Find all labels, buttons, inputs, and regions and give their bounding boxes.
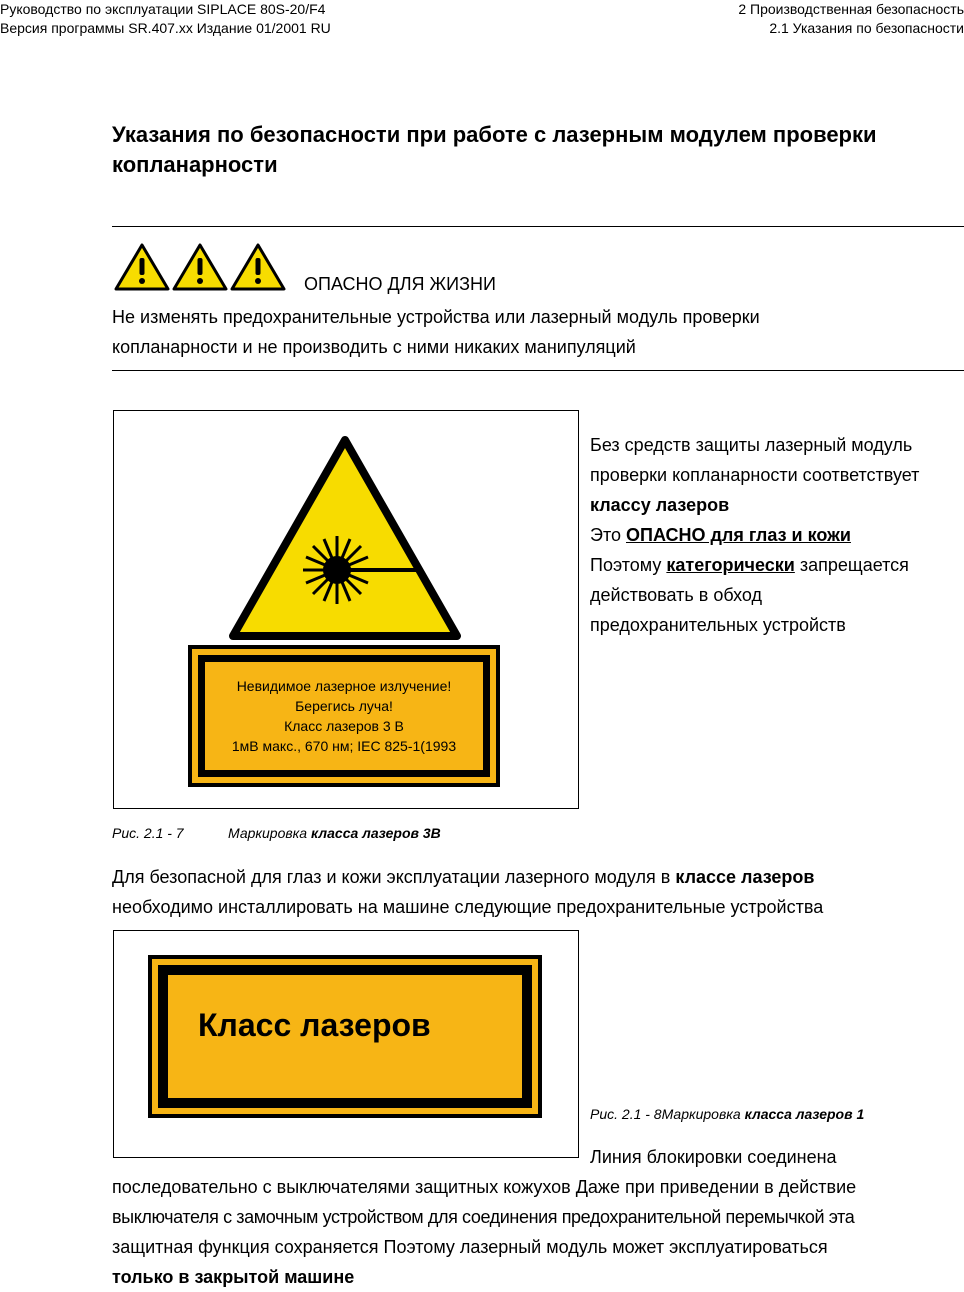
caption-bold: класса лазеров 1 [744, 1106, 865, 1122]
label-line: 1мВ макс., 670 нм; IEC 825-1(1993 [231, 738, 457, 754]
header-right-line2: 2.1 Указания по безопасности [769, 20, 964, 36]
paragraph-text: Для безопасной для глаз и кожи эксплуатации лазерного модуля в [112, 867, 676, 887]
danger-text [112, 302, 962, 362]
danger-text-line2: копланарности и не производить с ними никаких манипуляций [112, 337, 636, 357]
caption-bold: класса лазеров 3В [310, 825, 441, 841]
side-text-line: действовать в обход [590, 585, 762, 605]
danger-label: ОПАСНО ДЛЯ ЖИЗНИ [304, 274, 496, 294]
side-text-suffix: запрещается [794, 555, 909, 575]
paragraph2-line1: Линия блокировки соединена [590, 1147, 837, 1167]
page-title: Указания по безопасности при работе с лазерным модулем проверки копланарности [112, 122, 877, 177]
paragraph2 [112, 1172, 964, 1292]
danger-text-line1: Не изменять предохранительные устройства или лазерный модуль проверки [112, 307, 760, 327]
laser-class-label-text: Класс лазеров [198, 1007, 431, 1043]
warning-triangle-icon [230, 242, 286, 292]
caption-number: Рис. 2.1 - 8 [590, 1106, 662, 1122]
side-text-prefix: Поэтому [590, 555, 667, 575]
paragraph-bold: классе лазеров [675, 867, 815, 887]
side-text-line: предохранительных устройств [590, 615, 846, 635]
divider-bottom [112, 370, 964, 371]
warning-triangle-icon [172, 242, 228, 292]
figure1-side-text [590, 430, 962, 640]
caption-text: Маркировка [228, 825, 311, 841]
paragraph-text: последовательно с выключателями защитных кожухов Даже при приведении в действие [112, 1177, 857, 1197]
label-line: Невидимое лазерное излучение! [236, 678, 452, 694]
header-right-line1: 2 Производственная безопасность [738, 1, 964, 17]
caption-text: Маркировка [661, 1106, 745, 1122]
paragraph-text: защитная функция сохраняется Поэтому лазерный модуль может эксплуатироваться [112, 1237, 828, 1257]
label-line: Класс лазеров 3 В [284, 718, 404, 734]
side-text-emphasis: категорически [666, 555, 795, 575]
divider-top [112, 226, 964, 227]
figure2-caption [590, 1106, 864, 1122]
header-left-line2: Версия программы SR.407.xx Издание 01/2001 RU [0, 20, 331, 36]
paragraph-text: выключателя с замочным устройством для соединения предохранительной перемычкой эта [112, 1207, 855, 1227]
laser-warning-sign-icon [225, 432, 465, 644]
label-line: Берегись луча! [295, 698, 393, 714]
figure1-caption [228, 825, 441, 841]
header-left-line1: Руководство по эксплуатации SIPLACE 80S-20/F4 [0, 1, 326, 17]
side-text-prefix: Это [590, 525, 626, 545]
laser-label-3b [188, 645, 500, 787]
paragraph-text: необходимо инсталлировать на машине следующие предохранительные устройства [112, 897, 824, 917]
paragraph-bold: только в закрытой машине [112, 1267, 355, 1287]
warning-triangle-icon [114, 242, 170, 292]
side-text-line: проверки копланарности соответствует [590, 465, 920, 485]
side-text-bold: классу лазеров [590, 495, 730, 515]
laser-label-class1 [148, 955, 542, 1118]
paragraph1 [112, 862, 962, 922]
figure1-caption-number: Рис. 2.1 - 7 [112, 825, 184, 841]
side-text-line: Без средств защиты лазерный модуль [590, 435, 913, 455]
side-text-emphasis: ОПАСНО для глаз и кожи [626, 525, 851, 545]
